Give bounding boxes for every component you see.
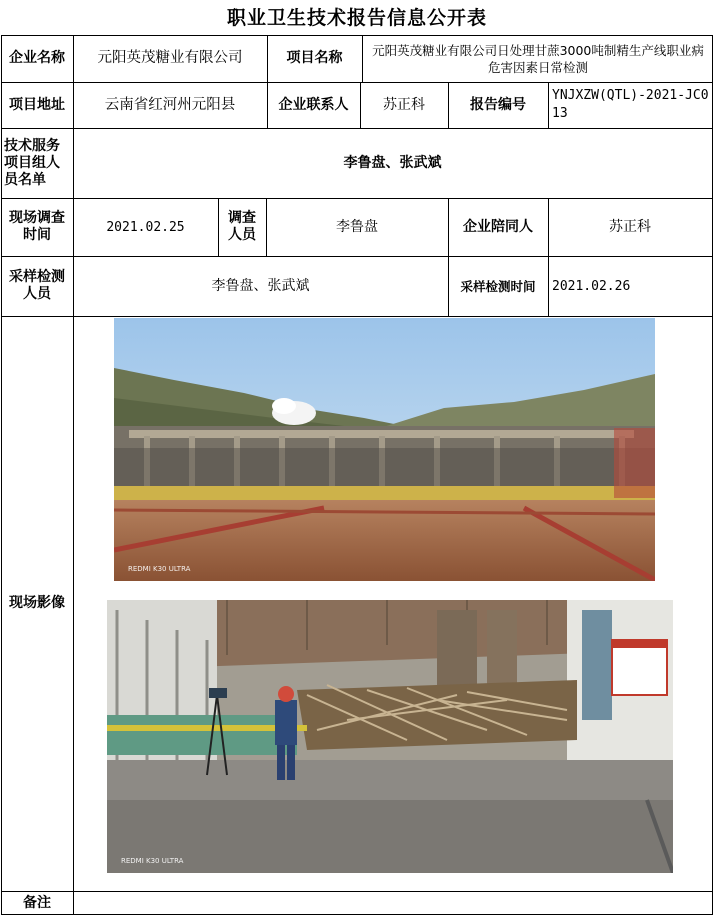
row-divider bbox=[1, 316, 713, 317]
site-photo-workshop-image bbox=[107, 600, 673, 873]
contact-label: 企业联系人 bbox=[278, 96, 349, 113]
report-number-value: YNJXZW(QTL)-2021-JC013 bbox=[552, 88, 709, 121]
sampling-staff-label: 采样检测人员 bbox=[9, 269, 65, 302]
page-title: 职业卫生技术报告信息公开表 bbox=[226, 6, 487, 29]
remarks-label: 备注 bbox=[23, 894, 51, 911]
investigator-value: 李鲁盘 bbox=[336, 218, 378, 235]
watermark-text: REDMI K30 ULTRA bbox=[128, 565, 191, 573]
escort-label: 企业陪同人 bbox=[463, 218, 533, 235]
escort-value: 苏正科 bbox=[609, 218, 651, 235]
sampling-staff-value: 李鲁盘、张武斌 bbox=[211, 277, 310, 294]
site-photo-workshop bbox=[107, 600, 673, 873]
company-name-label: 企业名称 bbox=[9, 50, 65, 66]
site-photo-outdoor-image bbox=[114, 318, 655, 581]
survey-time-label: 现场调查时间 bbox=[9, 210, 65, 243]
project-address-label: 项目地址 bbox=[9, 96, 65, 113]
remarks-value bbox=[73, 891, 712, 915]
site-photo-outdoor bbox=[114, 318, 655, 581]
team-value: 李鲁盘、张武斌 bbox=[343, 154, 442, 171]
report-number-label: 报告编号 bbox=[470, 96, 526, 113]
contact-value: 苏正科 bbox=[383, 96, 425, 113]
project-name-value: 元阳英茂糖业有限公司日处理甘蔗3000吨制精生产线职业病危害因素日常检测 bbox=[372, 42, 704, 75]
company-name-value: 元阳英茂糖业有限公司 bbox=[97, 50, 243, 66]
photos-label: 现场影像 bbox=[9, 595, 65, 611]
sampling-time-value: 2021.02.26 bbox=[552, 278, 631, 294]
watermark-text: REDMI K30 ULTRA bbox=[121, 857, 184, 865]
survey-time-value: 2021.02.25 bbox=[106, 219, 185, 235]
project-address-value: 云南省红河州元阳县 bbox=[104, 96, 236, 113]
project-name-label: 项目名称 bbox=[286, 50, 343, 66]
investigator-label: 调查人员 bbox=[228, 210, 256, 243]
team-label: 技术服务项目组人员名单 bbox=[4, 137, 60, 188]
sampling-time-label: 采样检测时间 bbox=[460, 278, 536, 294]
col-divider bbox=[362, 35, 363, 82]
